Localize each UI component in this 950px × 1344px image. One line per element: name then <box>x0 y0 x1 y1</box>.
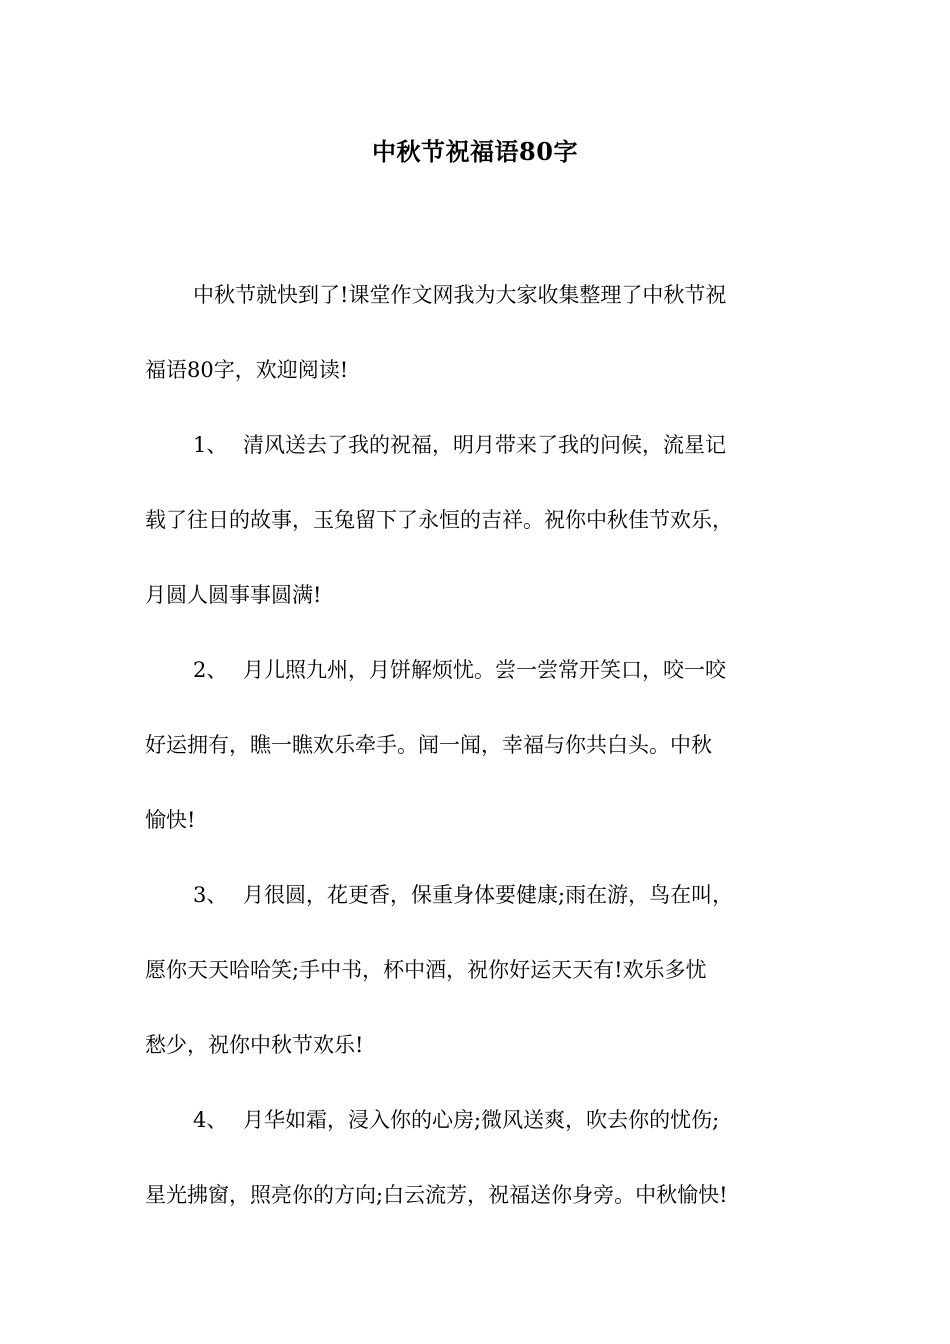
item-3-line-3: 愁少，祝你中秋节欢乐! <box>145 1033 364 1057</box>
document-title: 中秋节祝福语80字 <box>372 137 578 166</box>
item-1-line-1 <box>145 408 815 483</box>
item-1-line-3: 月圆人圆事事圆满! <box>145 583 322 607</box>
item-1-line-2: 载了往日的故事，玉兔留下了永恒的吉祥。祝你中秋佳节欢乐， <box>145 508 733 532</box>
item-2-number: 2、 <box>193 658 228 682</box>
item-2-text-1: 月儿照九州，月饼解烦忧。尝一尝常开笑口，咬一咬 <box>243 658 726 682</box>
item-4-text-1: 月华如霜，浸入你的心房;微风送爽，吹去你的忧伤; <box>243 1108 720 1132</box>
item-1-text-1: 清风送去了我的祝福，明月带来了我的问候，流星记 <box>243 433 726 457</box>
item-2-line-1 <box>145 633 815 708</box>
item-4-line-2: 星光拂窗，照亮你的方向;白云流芳，祝福送你身旁。中秋愉快! <box>145 1183 728 1207</box>
item-3-number: 3、 <box>193 883 228 907</box>
item-3-text-1: 月很圆，花更香，保重身体要健康;雨在游，鸟在叫， <box>243 883 734 907</box>
item-3-line-1 <box>145 858 815 933</box>
intro-line-2: 福语80字，欢迎阅读! <box>145 358 349 382</box>
intro-line-1: 中秋节就快到了!课堂作文网我为大家收集整理了中秋节祝 <box>193 283 727 307</box>
item-3-line-2: 愿你天天哈哈笑;手中书，杯中酒，祝你好运天天有!欢乐多忧 <box>145 958 707 982</box>
item-4-line-1 <box>145 1083 815 1158</box>
document-body <box>145 258 815 1233</box>
item-2-line-3: 愉快! <box>145 808 196 832</box>
item-2-line-2: 好运拥有，瞧一瞧欢乐牵手。闻一闻，幸福与你共白头。中秋 <box>145 733 712 757</box>
item-4-number: 4、 <box>193 1108 228 1132</box>
item-1-number: 1、 <box>193 433 228 457</box>
